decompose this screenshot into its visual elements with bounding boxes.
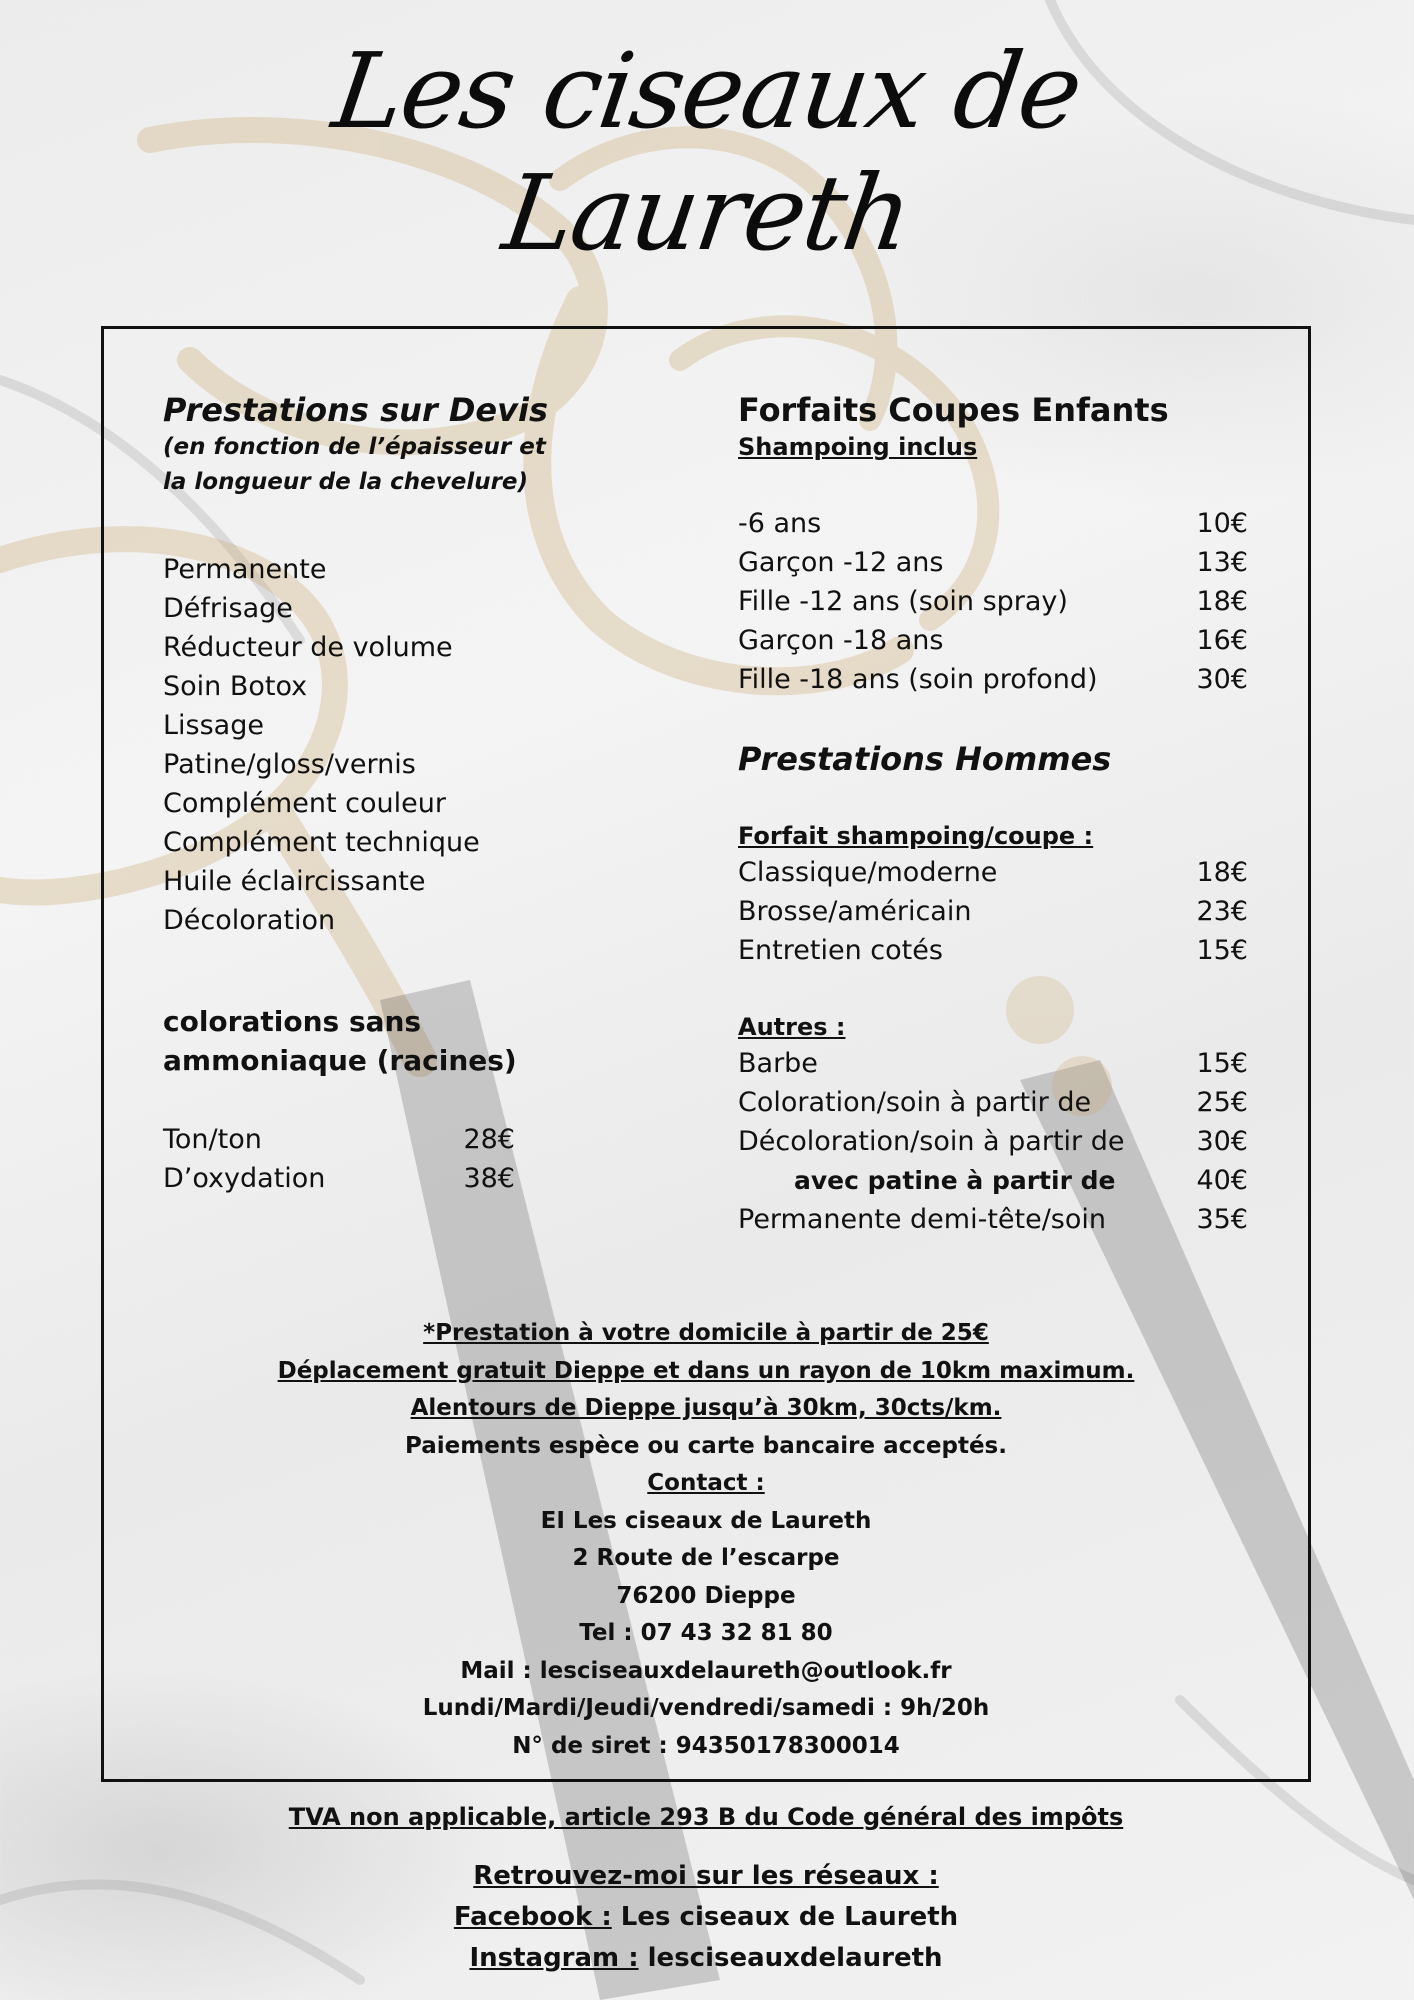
price-value: 23€	[1196, 896, 1248, 927]
price-row	[738, 621, 1248, 660]
price-value: 16€	[1196, 625, 1248, 656]
paiements-note: Paiements espèce ou carte bancaire acceptés.	[405, 1432, 1007, 1459]
price-row	[738, 1083, 1248, 1122]
phone-line: Tel : 07 43 32 81 80	[579, 1620, 833, 1646]
price-row	[738, 853, 1248, 892]
price-value: 13€	[1196, 547, 1248, 578]
price-row	[738, 1200, 1248, 1239]
facebook-value: Les ciseaux de Laureth	[611, 1902, 959, 1932]
city-line: 76200 Dieppe	[616, 1582, 796, 1609]
list-item: Défrisage	[163, 593, 293, 624]
list-item: Décoloration	[163, 905, 336, 936]
list-item: Patine/gloss/vernis	[163, 749, 416, 780]
deplacement-note: Déplacement gratuit Dieppe et dans un rayon de 10km maximum.	[277, 1357, 1135, 1384]
price-row	[163, 1159, 515, 1198]
enfants-title: Forfaits Coupes Enfants	[738, 391, 1169, 429]
facebook-line	[101, 1897, 1311, 1938]
price-label: Ton/ton	[163, 1124, 262, 1155]
colorations-title-2: ammoniaque (racines)	[163, 1044, 517, 1077]
colorations-title-1: colorations sans	[163, 1005, 422, 1038]
price-value: 15€	[1196, 1048, 1248, 1079]
list-item: Complément technique	[163, 827, 480, 858]
price-value: 15€	[1196, 935, 1248, 966]
footer	[101, 1798, 1311, 1979]
price-value: 30€	[1196, 1126, 1248, 1157]
left-column	[163, 390, 583, 1198]
devis-list	[163, 550, 583, 940]
right-column	[738, 390, 1248, 1239]
price-row	[738, 931, 1248, 970]
title-line-1: Les ciseaux de	[326, 30, 1088, 152]
instagram-label: Instagram :	[469, 1943, 639, 1973]
price-row	[738, 1044, 1248, 1083]
info-block	[101, 1315, 1311, 1765]
siret-line: N° de siret : 94350178300014	[512, 1732, 900, 1759]
tva-note: TVA non applicable, article 293 B du Code général des impôts	[288, 1803, 1124, 1831]
price-row	[163, 1120, 515, 1159]
instagram-value: lesciseauxdelaureth	[638, 1943, 943, 1973]
price-label: avec patine à partir de	[794, 1166, 1116, 1195]
salon-title	[0, 30, 1414, 274]
company-name: EI Les ciseaux de Laureth	[540, 1507, 872, 1534]
price-value: 18€	[1196, 857, 1248, 888]
domicile-note: *Prestation à votre domicile à partir de 25€	[423, 1320, 989, 1346]
price-value: 35€	[1196, 1204, 1248, 1235]
instagram-line	[101, 1938, 1311, 1979]
list-item: Réducteur de volume	[163, 632, 453, 663]
price-value: 40€	[1196, 1165, 1248, 1196]
price-value: 38€	[463, 1163, 515, 1194]
price-value: 28€	[463, 1124, 515, 1155]
autres-title: Autres :	[738, 1013, 846, 1041]
price-label: Barbe	[738, 1048, 818, 1079]
opening-hours: Lundi/Mardi/Jeudi/vendredi/samedi : 9h/20h	[422, 1695, 990, 1721]
price-row	[738, 504, 1248, 543]
price-row	[738, 543, 1248, 582]
price-value: 18€	[1196, 586, 1248, 617]
price-label: Fille -18 ans (soin profond)	[738, 664, 1098, 695]
price-label: Brosse/américain	[738, 896, 972, 927]
devis-subtitle-1: (en fonction de l’épaisseur et	[163, 434, 546, 460]
list-item: Permanente	[163, 554, 327, 585]
address-line: 2 Route de l’escarpe	[572, 1545, 840, 1571]
title-line-2: Laureth	[496, 152, 918, 274]
forfait-title: Forfait shampoing/coupe :	[738, 822, 1094, 850]
list-item: Complément couleur	[163, 788, 446, 819]
price-row	[738, 660, 1248, 699]
price-label: Garçon -18 ans	[738, 625, 944, 656]
hommes-title: Prestations Hommes	[738, 740, 1112, 778]
price-value: 25€	[1196, 1087, 1248, 1118]
price-row	[738, 1161, 1248, 1200]
price-label: Décoloration/soin à partir de	[738, 1126, 1125, 1157]
list-item: Soin Botox	[163, 671, 308, 702]
price-label: Fille -12 ans (soin spray)	[738, 586, 1068, 617]
price-label: -6 ans	[738, 508, 822, 539]
price-label: Permanente demi-tête/soin	[738, 1204, 1107, 1235]
facebook-label: Facebook :	[453, 1902, 612, 1932]
reseaux-title: Retrouvez-moi sur les réseaux :	[473, 1861, 939, 1891]
price-row	[738, 582, 1248, 621]
price-label: D’oxydation	[163, 1163, 326, 1194]
email-line: Mail : lesciseauxdelaureth@outlook.fr	[460, 1657, 952, 1684]
price-value: 10€	[1196, 508, 1248, 539]
price-row	[738, 892, 1248, 931]
enfants-subtitle: Shampoing inclus	[738, 433, 978, 461]
devis-title: Prestations sur Devis	[163, 391, 548, 429]
price-label: Coloration/soin à partir de	[738, 1087, 1092, 1118]
contact-title: Contact :	[647, 1470, 765, 1496]
devis-subtitle-2: la longueur de la chevelure)	[163, 469, 529, 495]
price-label: Classique/moderne	[738, 857, 998, 888]
price-label: Entretien cotés	[738, 935, 943, 966]
price-label: Garçon -12 ans	[738, 547, 944, 578]
alentours-note: Alentours de Dieppe jusqu’à 30km, 30cts/km.	[410, 1395, 1002, 1421]
list-item: Huile éclaircissante	[163, 866, 426, 897]
price-row	[738, 1122, 1248, 1161]
price-value: 30€	[1196, 664, 1248, 695]
list-item: Lissage	[163, 710, 264, 741]
